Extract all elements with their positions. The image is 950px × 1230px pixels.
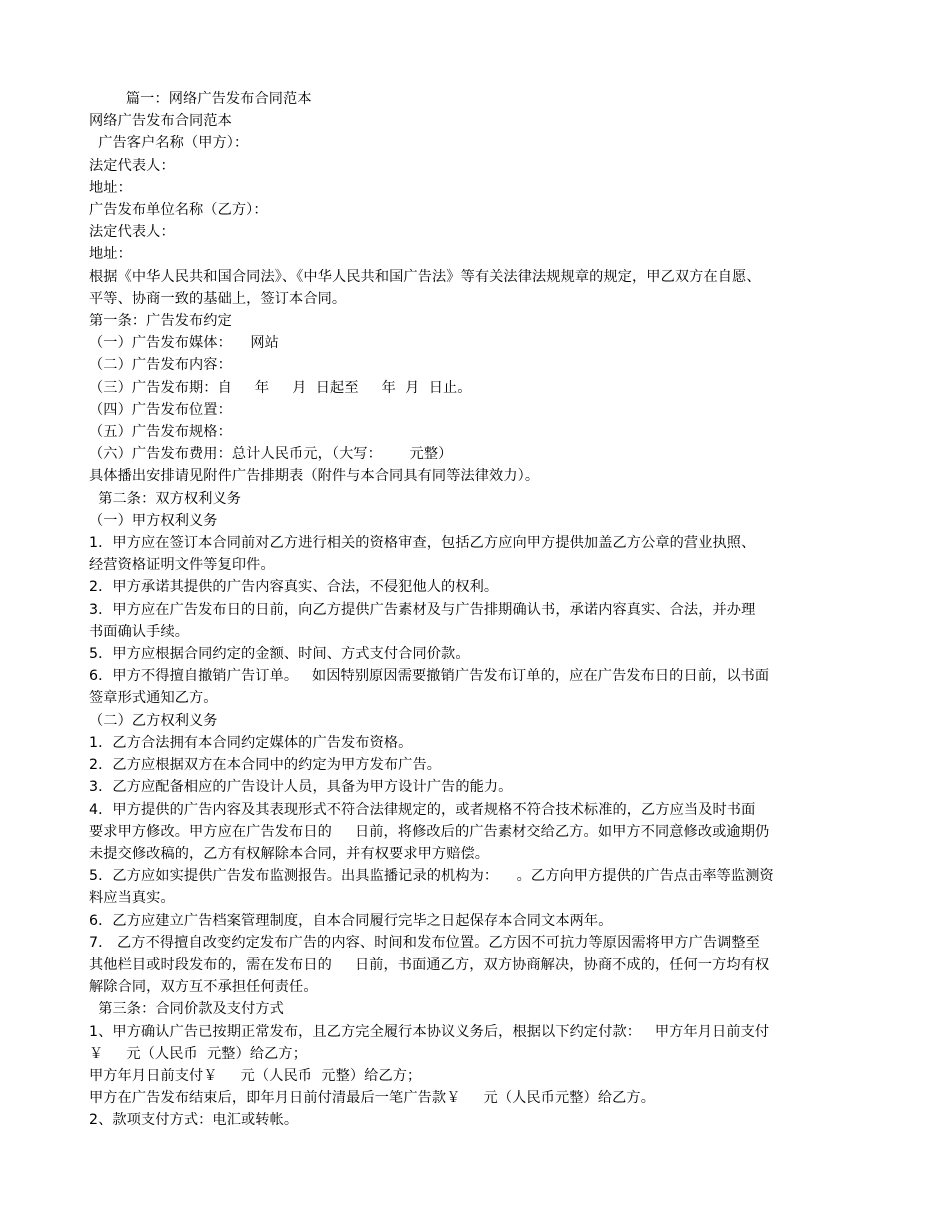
party-b-clause-6: 6．乙方应建立广告档案管理制度，自本合同履行完毕之日起保存本合同文本两年。 [89, 912, 613, 929]
doc-subtitle: 网络广告发布合同范本 [89, 113, 232, 130]
party-a-clause-3-line-1: 3．甲方应在广告发布日的日前，向乙方提供广告素材及与广告排期确认书，承诺内容真实、合法，并办理 [89, 601, 756, 618]
payment-clause-1-line-3: 甲方年月日前支付￥ 元（人民币 元整）给乙方； [89, 1067, 422, 1084]
party-b-clause-2: 2．乙方应根据双方在本合同中的约定为甲方发布广告。 [89, 757, 442, 774]
payment-clause-1-line-2: ￥ 元（人民币 元整）给乙方； [89, 1045, 308, 1062]
article-2-heading: 第二条：双方权利义务 [89, 490, 242, 507]
doc-title: 篇一：网络广告发布合同范本 [89, 91, 312, 107]
payment-clause-1-line-1: 1、甲方确认广告已按期正常发布，且乙方完全履行本协议义务后，根据以下约定付款： 甲方年月日前支付 [89, 1023, 770, 1040]
payment-clause-1-line-4: 甲方在广告发布结束后，即年月日前付清最后一笔广告款￥ 元（人民币元整）给乙方。 [89, 1090, 655, 1107]
party-b-name-line: 广告发布单位名称（乙方）： [89, 202, 268, 219]
party-a-clause-6-line-1: 6．甲方不得擅自撤销广告订单。 如因特别原因需要撤销广告发布订单的，应在广告发布日的日前，以书面 [89, 668, 770, 685]
party-b-representative-line: 法定代表人： [89, 224, 175, 241]
party-a-clause-3-line-2: 书面确认手续。 [89, 623, 190, 640]
party-a-clause-2: 2．甲方承诺其提供的广告内容真实、合法，不侵犯他人的权利。 [89, 579, 499, 596]
preamble-line-1: 根据《中华人民共和国合同法》、《中华人民共和国广告法》等有关法律法规规章的规定，甲乙双方在自愿、 [89, 268, 761, 285]
party-a-clause-1-line-1: 1．甲方应在签订本合同前对乙方进行相关的资格审查，包括乙方应向甲方提供加盖乙方公章的营业执照、 [89, 535, 756, 552]
party-b-clause-5-line-2: 料应当真实。 [89, 890, 175, 907]
preamble-line-2: 平等、协商一致的基础上，签订本合同。 [89, 290, 347, 307]
party-a-representative-line: 法定代表人： [89, 157, 175, 174]
party-b-clause-4-line-3: 未提交修改稿的，乙方有权解除本合同，并有权要求甲方赔偿。 [89, 845, 490, 862]
party-b-address-line: 地址： [89, 246, 132, 263]
article-1-item-4: （四）广告发布位置： [89, 401, 232, 418]
article-1-item-6: （六）广告发布费用：总计人民币元，（大写： 元整） [89, 446, 453, 463]
party-a-rights-heading: （一）甲方权利义务 [89, 512, 218, 529]
document-page [89, 88, 879, 1132]
party-a-clause-5: 5．甲方应根据合同约定的金额、时间、方式支付合同价款。 [89, 646, 470, 663]
article-1-item-3: （三）广告发布期：自 年 月 日起至 年 月 日止。 [89, 379, 472, 396]
article-1-heading: 第一条：广告发布约定 [89, 313, 232, 330]
party-a-clause-6-line-2: 签章形式通知乙方。 [89, 690, 218, 707]
party-b-clause-7-line-2: 其他栏目或时段发布的，需在发布日的 日前，书面通乙方，双方协商解决，协商不成的，任何一方均有权 [89, 956, 770, 973]
payment-clause-2: 2、款项支付方式：电汇或转帐。 [89, 1112, 299, 1129]
party-b-clause-4-line-1: 4．甲方提供的广告内容及其表现形式不符合法律规定的，或者规格不符合技术标准的，乙方应当及时书面 [89, 801, 756, 818]
article-1-item-2: （二）广告发布内容： [89, 357, 232, 374]
article-3-heading: 第三条：合同价款及支付方式 [89, 1001, 284, 1018]
schedule-note: 具体播出安排请见附件广告排期表（附件与本合同具有同等法律效力）。 [89, 468, 540, 485]
party-b-clause-3: 3．乙方应配备相应的广告设计人员，具备为甲方设计广告的能力。 [89, 779, 513, 796]
party-b-clause-7-line-3: 解除合同，双方互不承担任何责任。 [89, 979, 318, 996]
party-a-address-line: 地址： [89, 179, 132, 196]
party-a-clause-1-line-2: 经营资格证明文件等复印件。 [89, 557, 275, 574]
party-b-rights-heading: （二）乙方权利义务 [89, 712, 218, 729]
party-a-name-line: 广告客户名称（甲方）： [89, 135, 249, 152]
article-1-item-5: （五）广告发布规格： [89, 424, 232, 441]
article-1-item-1: （一）广告发布媒体： 网站 [89, 335, 279, 352]
party-b-clause-1: 1．乙方合法拥有本合同约定媒体的广告发布资格。 [89, 734, 413, 751]
party-b-clause-5-line-1: 5．乙方应如实提供广告发布监测报告。出具监播记录的机构为： 。乙方向甲方提供的广告点击率等监测资 [89, 868, 774, 885]
party-b-clause-4-line-2: 要求甲方修改。甲方应在广告发布日的 日前，将修改后的广告素材交给乙方。如甲方不同意修改或逾期仍 [89, 823, 770, 840]
party-b-clause-7-line-1: 7． 乙方不得擅自改变约定发布广告的内容、时间和发布位置。乙方因不可抗力等原因需将甲方广告调整至 [89, 934, 760, 951]
